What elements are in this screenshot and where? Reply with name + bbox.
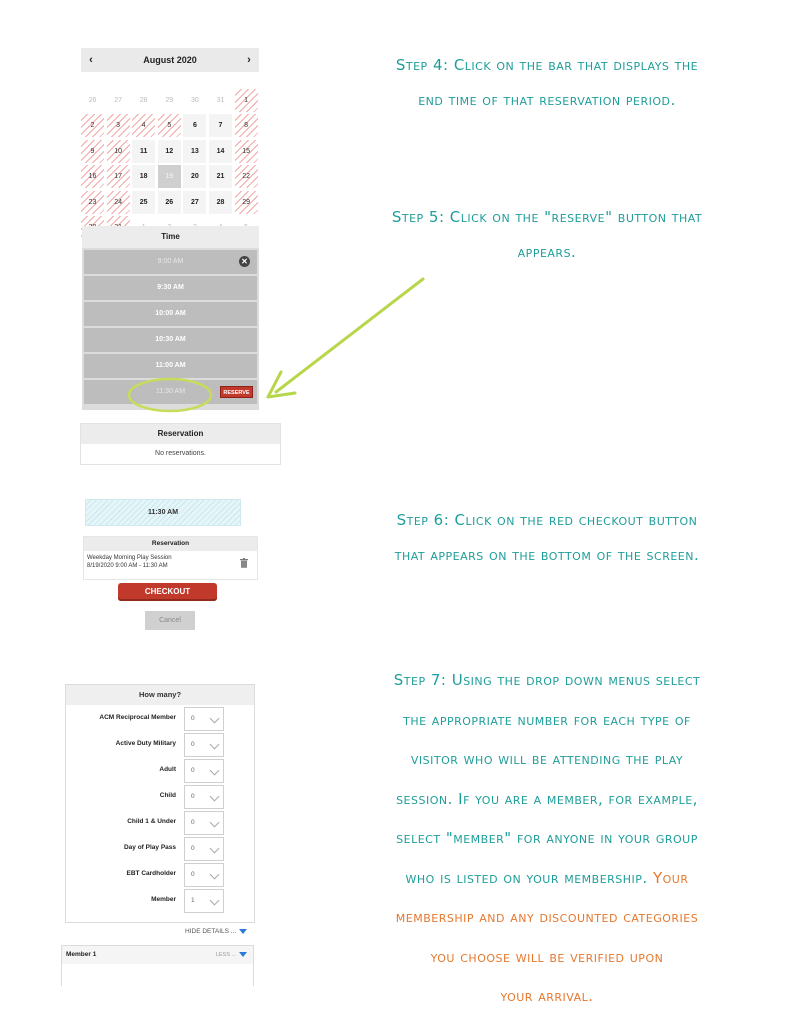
step5-line: Step 5: Click on the "reserve" button that [391,208,703,226]
step7-line: visitor who will be attending the play [410,750,684,768]
how-many-panel [65,684,255,923]
quantity-value: 0 [191,871,195,878]
step6-line: that appears on the bottom of the screen. [394,546,700,564]
calendar-day[interactable]: 27 [183,191,206,214]
pointer-arrow-head [268,372,295,397]
quantity-select[interactable] [184,837,224,861]
quantity-select[interactable] [184,759,224,783]
calendar-day[interactable]: 8 [235,114,258,137]
step7-text: who is listed on your membership. [405,868,648,887]
chevron-down-icon [210,714,220,724]
quantity-value: 1 [191,897,195,904]
time-slot-label: 10:30 AM [155,336,186,343]
step7-line: Step 7: Using the drop down menus select [393,671,701,689]
selected-time-bar[interactable]: 11:30 AM [85,499,241,526]
member-detail-panel [61,945,254,986]
calendar-day[interactable]: 29 [235,191,258,214]
calendar-day[interactable]: 11 [132,140,155,163]
calendar-day: 30 [183,89,206,112]
less-label: LESS ... [215,952,236,958]
quantity-select[interactable] [184,707,224,731]
step4-line: Step 4: Click on the bar that displays the [395,56,699,74]
calendar-day[interactable]: 20 [183,165,206,188]
calendar-day[interactable]: 21 [209,165,232,188]
reservation-summary [83,536,258,580]
step7-note-line: membership and any discounted categories [395,908,699,926]
calendar-day: 29 [158,89,181,112]
calendar-day[interactable]: 22 [235,165,258,188]
quantity-label: Child [159,792,176,799]
quantity-select[interactable] [184,733,224,757]
step7-note-line: you choose will be verified upon [430,947,664,966]
step5-line: appears. [517,243,577,261]
highlight-circle [129,379,211,411]
time-slot-label: 9:30 AM [157,284,184,291]
quantity-value: 0 [191,767,195,774]
time-slot-label: 9:00 AM [157,258,184,265]
calendar-day[interactable]: 5 [158,114,181,137]
prev-month-button[interactable]: ‹ [89,54,93,66]
reserve-button[interactable]: RESERVE [220,386,253,398]
reservation-header: Reservation [81,424,280,444]
calendar-day[interactable]: 1 [235,89,258,112]
reservation-empty-text: No reservations. [155,450,206,457]
caret-down-icon [239,952,247,957]
quantity-select[interactable] [184,889,224,913]
calendar-day[interactable]: 17 [107,165,130,188]
quantity-label: Active Duty Military [115,740,176,747]
step6-line: Step 6: Click on the red checkout button [396,511,698,529]
calendar-day[interactable]: 4 [132,114,155,137]
session-name: Weekday Morning Play Session [87,555,172,561]
member-detail-header [62,946,253,964]
pointer-arrow-shaft [276,279,423,392]
step7-note-text: Your [647,868,689,887]
chevron-down-icon [210,792,220,802]
cancel-button[interactable]: Cancel [145,611,195,630]
step7-line: session. If you are a member, for example, [396,789,698,808]
quantity-label: Adult [159,766,176,773]
calendar-day[interactable]: 2 [81,114,104,137]
calendar-day[interactable]: 6 [183,114,206,137]
step4-instruction [362,48,732,118]
calendar-day[interactable]: 23 [81,191,104,214]
calendar-day: 31 [209,89,232,112]
time-slot-label: 11:30 AM [155,388,186,395]
step7-line-mixed [352,859,742,899]
step4-line: end time of that reservation period. [418,91,676,109]
calendar-day: 26 [81,89,104,112]
step6-instruction [362,503,732,573]
calendar-day[interactable]: 9 [81,140,104,163]
calendar-day[interactable]: 14 [209,140,232,163]
calendar-day[interactable]: 28 [209,191,232,214]
time-slot-label: 10:00 AM [155,310,186,317]
time-slot-label: 11:00 AM [155,362,186,369]
checkout-button[interactable]: CHECKOUT [118,583,217,601]
calendar-day[interactable]: 18 [132,165,155,188]
calendar-day[interactable]: 10 [107,140,130,163]
calendar-day[interactable]: 24 [107,191,130,214]
quantity-label: Day of Play Pass [123,844,176,851]
calendar-day: 28 [132,89,155,112]
quantity-value: 0 [191,793,195,800]
quantity-select[interactable] [184,863,224,887]
quantity-value: 0 [191,715,195,722]
hide-details-link[interactable] [185,928,247,935]
next-month-button[interactable]: › [247,54,251,66]
calendar-day[interactable]: 15 [235,140,258,163]
calendar-day[interactable]: 3 [107,114,130,137]
quantity-select[interactable] [184,785,224,809]
quantity-label: Member [151,896,176,903]
chevron-down-icon [210,766,220,776]
chevron-down-icon [210,870,220,880]
calendar-day[interactable]: 25 [132,191,155,214]
quantity-value: 0 [191,741,195,748]
quantity-label: EBT Cardholder [126,870,176,877]
close-icon[interactable]: ✕ [239,256,250,267]
step7-instruction [352,661,742,1017]
how-many-header: How many? [66,685,254,705]
time-header: Time [82,226,259,248]
less-toggle[interactable] [216,946,247,964]
quantity-label: Child 1 & Under [127,818,176,825]
chevron-down-icon [210,844,220,854]
calendar-day: 27 [107,89,130,112]
calendar-day[interactable]: 19 [158,165,181,188]
step7-note-line: your arrival. [500,987,594,1005]
step5-instruction [362,200,732,270]
hide-details-label: HIDE DETAILS ... [185,928,237,935]
quantity-label: ACM Reciprocal Member [99,714,176,721]
calendar-day[interactable]: 26 [158,191,181,214]
step7-line: the appropriate number for each type of [403,710,691,729]
chevron-down-icon [210,896,220,906]
calendar-day[interactable]: 7 [209,114,232,137]
member-label: Member 1 [66,951,97,958]
quantity-value: 0 [191,845,195,852]
session-time: 8/19/2020 9:00 AM - 11:30 AM [87,563,168,569]
step7-line: select "member" for anyone in your group [396,829,698,847]
quantity-select[interactable] [184,811,224,835]
reservation-header: Reservation [84,537,257,551]
chevron-down-icon [210,818,220,828]
calendar-day[interactable]: 13 [183,140,206,163]
calendar-day[interactable]: 12 [158,140,181,163]
caret-down-icon [239,929,247,934]
quantity-value: 0 [191,819,195,826]
chevron-down-icon [210,740,220,750]
trash-icon[interactable] [240,558,248,568]
calendar-day[interactable]: 16 [81,165,104,188]
month-title: August 2020 [143,55,197,65]
